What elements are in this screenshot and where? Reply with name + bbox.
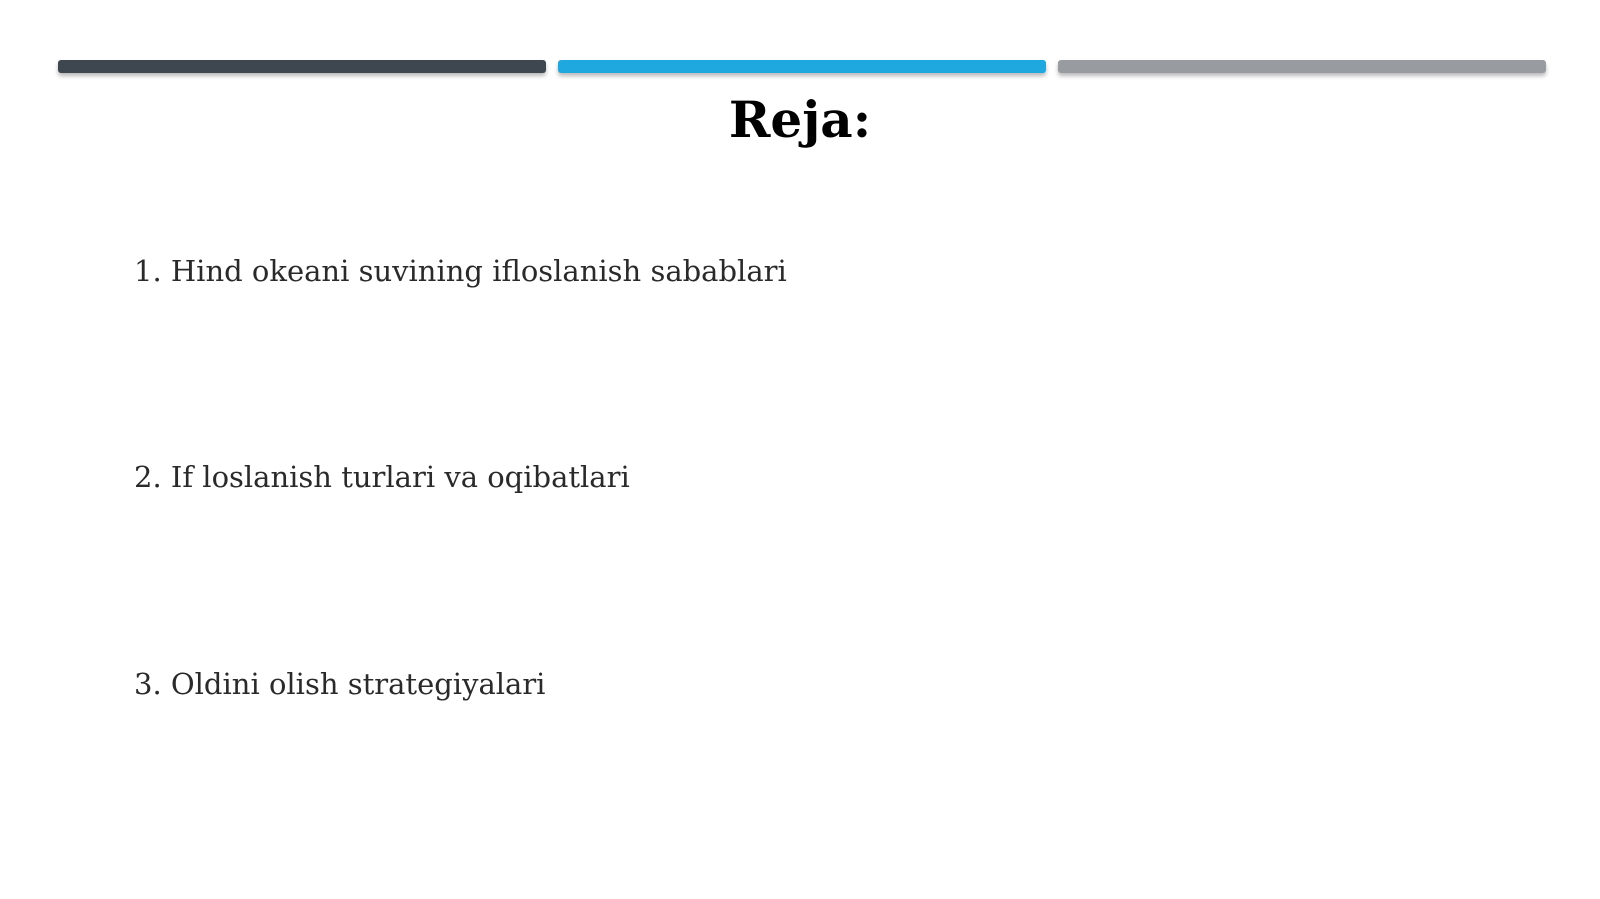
slide-title: Reja: xyxy=(728,90,872,149)
plan-item-causes: 1. Hind okeani suvining ifloslanish sabablari xyxy=(134,254,787,288)
accent-bar-gray xyxy=(1058,60,1546,73)
accent-bars xyxy=(58,60,1546,74)
accent-bar-dark xyxy=(58,60,546,73)
plan-item-prevention-strategies: 3. Oldini olish strategiyalari xyxy=(134,667,546,701)
accent-bar-blue xyxy=(558,60,1046,73)
plan-item-types-consequences: 2. If loslanish turlari va oqibatlari xyxy=(134,460,630,494)
